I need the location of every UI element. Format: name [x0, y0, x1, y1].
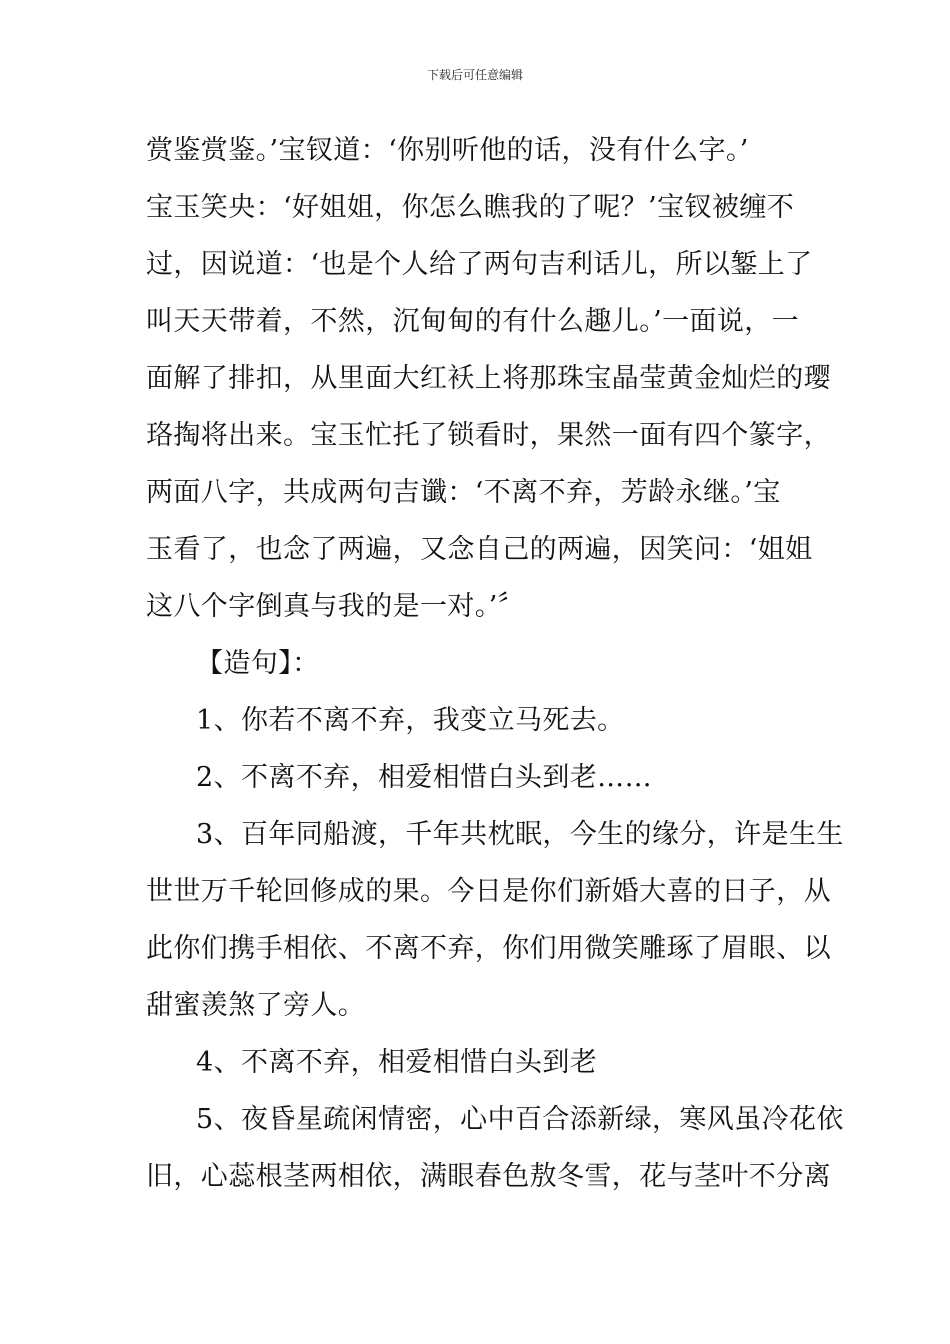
- text-line: 旧，心蕊根茎两相依，满眼春色敖冬雪，花与茎叶不分离: [146, 1161, 831, 1192]
- text-line: 这八个字倒真与我的是一对。’〞: [146, 591, 526, 622]
- page-header: 下载后可任意编辑: [426, 68, 523, 82]
- list-item: 3、百年同船渡，千年共枕眠，今生的缘分，许是生生: [196, 819, 844, 850]
- document-body: [146, 122, 844, 1205]
- list-item: 5、夜昏星疏闲情密，心中百合添新绿，寒风虽冷花依: [196, 1104, 844, 1135]
- section-heading: 【造句】：: [196, 648, 320, 679]
- text-line: 甜蜜羡煞了旁人。: [146, 990, 366, 1021]
- text-line: 两面八字，共成两句吉谶：‘不离不弃，芳龄永继。’宝: [146, 477, 781, 508]
- text-line: 叫天天带着，不然，沉甸甸的有什么趣儿。’一面说，一: [146, 306, 800, 337]
- text-line: 珞掏将出来。宝玉忙托了锁看时，果然一面有四个篆字，: [146, 420, 831, 451]
- list-item: 1、你若不离不弃，我变立马死去。: [196, 705, 625, 736]
- text-line: 赏鉴赏鉴。’宝钗道：‘你别听他的话，没有什么字。’: [146, 135, 749, 166]
- text-line: 玉看了，也念了两遍，又念自己的两遍，因笑问：‘姐姐: [146, 534, 813, 565]
- list-item: 2、不离不弃，相爱相惜白头到老……: [196, 762, 652, 793]
- text-line: 面解了排扣，从里面大红袄上将那珠宝晶莹黄金灿烂的璎: [146, 363, 831, 394]
- text-line: 世世万千轮回修成的果。今日是你们新婚大喜的日子，从: [146, 876, 831, 907]
- text-line: 宝玉笑央：‘好姐姐，你怎么瞧我的了呢？’宝钗被缠不: [146, 192, 795, 223]
- text-line: 此你们携手相依、不离不弃，你们用微笑雕琢了眉眼、以: [146, 933, 831, 964]
- text-line: 过，因说道：‘也是个人给了两句吉利话儿，所以錾上了: [146, 249, 813, 280]
- list-item: 4、不离不弃，相爱相惜白头到老: [196, 1047, 598, 1078]
